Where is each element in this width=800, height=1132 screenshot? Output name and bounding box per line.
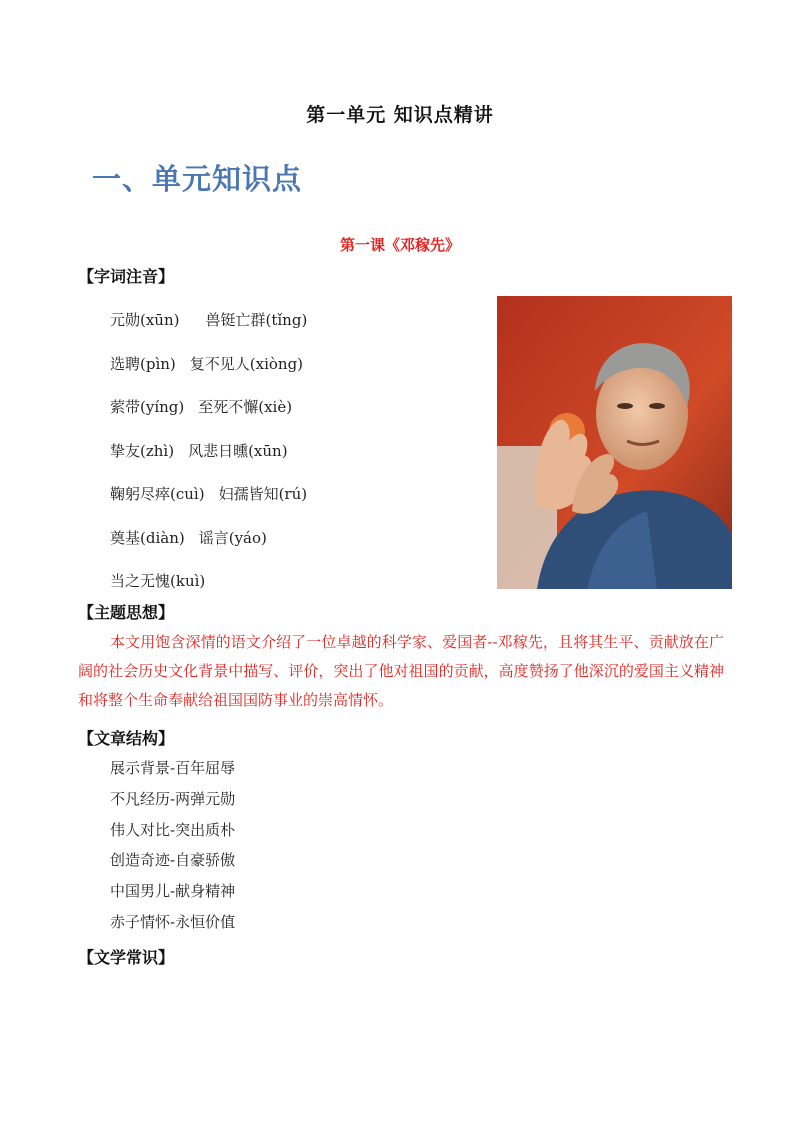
structure-item: 创造奇迹-自豪骄傲 <box>110 851 236 870</box>
vocab-term: 至死不懈(xiè) <box>198 398 293 416</box>
portrait-photo <box>497 296 732 589</box>
vocab-row <box>110 352 307 396</box>
page-title: 第一单元 知识点精讲 <box>306 104 494 126</box>
vocab-term: 兽铤亡群(tǐng) <box>205 311 308 329</box>
vocab-row <box>110 308 307 352</box>
vocab-term: 谣言(yáo) <box>198 528 267 547</box>
section-heading: 一、单元知识点 <box>92 162 303 196</box>
lesson-title: 第一课《邓稼先》 <box>339 236 460 254</box>
vocab-term: 鞠躬尽瘁(cuì) <box>110 485 205 503</box>
vocab-term: 当之无愧(kuì) <box>110 572 206 590</box>
vocabulary-label: 【字词注音】 <box>78 267 175 286</box>
structure-item: 中国男儿-献身精神 <box>110 882 236 901</box>
vocab-row <box>110 395 307 439</box>
structure-label: 【文章结构】 <box>78 729 175 748</box>
literature-label: 【文学常识】 <box>78 948 175 967</box>
vocab-term: 复不见人(xiòng) <box>189 354 304 373</box>
vocab-term: 风悲日曛(xūn) <box>188 441 288 460</box>
structure-list <box>110 757 235 942</box>
vocab-term: 元勋(xūn) <box>110 311 180 329</box>
structure-item: 赤子情怀-永恒价值 <box>110 912 236 931</box>
vocab-row <box>110 526 307 570</box>
vocab-term: 妇孺皆知(rú) <box>218 485 308 503</box>
vocab-term: 奠基(diàn) <box>110 528 185 547</box>
structure-item: 展示背景-百年屈辱 <box>110 759 236 777</box>
vocab-term: 挚友(zhì) <box>110 441 175 460</box>
vocab-term: 选聘(pìn) <box>110 354 176 373</box>
theme-paragraph: 本文用饱含深情的语文介绍了一位卓越的科学家、爱国者--邓稼先，且将其生平、贡献放在广阔的社会历史文化背景中描写、评价，突出了他对祖国的贡献，高度赞扬了他深沉的爱国主义精神和将整个生命奉献给祖国国防事业的崇高情怀。 <box>78 633 724 709</box>
vocab-row <box>110 439 307 483</box>
vocabulary-list <box>110 308 307 613</box>
structure-item: 不凡经历-两弹元勋 <box>110 789 236 808</box>
theme-label: 【主题思想】 <box>78 603 175 622</box>
structure-item: 伟人对比-突出质朴 <box>110 820 236 839</box>
vocab-term: 萦带(yíng) <box>110 398 185 416</box>
vocab-row <box>110 482 307 526</box>
